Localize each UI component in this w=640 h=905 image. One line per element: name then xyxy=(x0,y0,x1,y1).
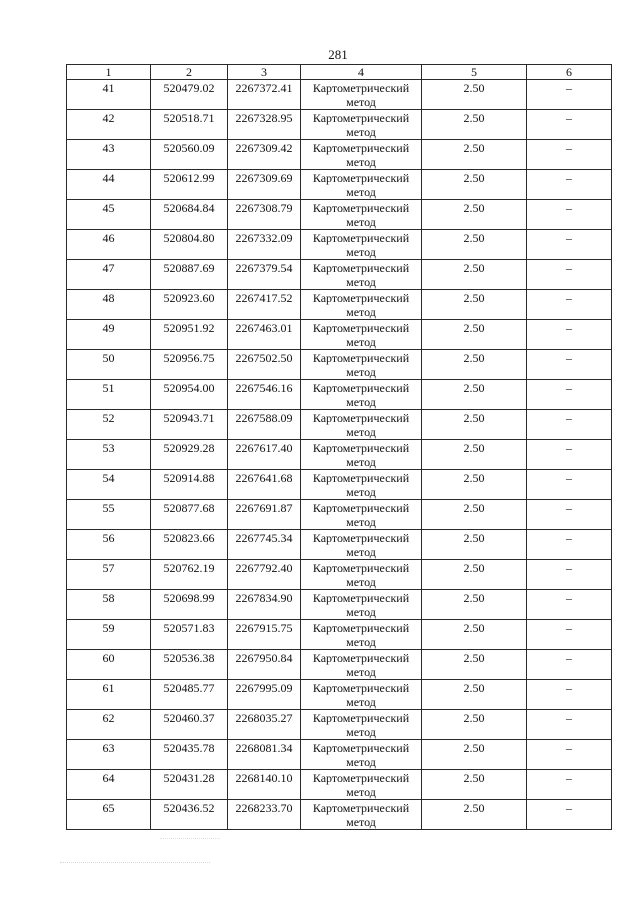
cell-coordinate-y: 2267745.34 xyxy=(228,530,301,560)
cell-coordinate-x: 520479.02 xyxy=(151,80,228,110)
scan-artifact xyxy=(160,838,220,843)
cell-coordinate-x: 520431.28 xyxy=(151,770,228,800)
cell-accuracy: 2.50 xyxy=(422,80,527,110)
cell-description: – xyxy=(527,230,612,260)
table-header xyxy=(67,65,612,80)
cell-point-number: 60 xyxy=(67,650,151,680)
cell-coordinate-x: 520485.77 xyxy=(151,680,228,710)
cell-accuracy: 2.50 xyxy=(422,530,527,560)
cell-method: Картометрический метод xyxy=(301,440,422,470)
cell-description: – xyxy=(527,170,612,200)
cell-description: – xyxy=(527,650,612,680)
cell-description: – xyxy=(527,380,612,410)
cell-coordinate-x: 520929.28 xyxy=(151,440,228,470)
cell-coordinate-x: 520684.84 xyxy=(151,200,228,230)
cell-point-number: 50 xyxy=(67,350,151,380)
cell-point-number: 46 xyxy=(67,230,151,260)
cell-accuracy: 2.50 xyxy=(422,680,527,710)
cell-accuracy: 2.50 xyxy=(422,620,527,650)
table-row xyxy=(67,470,612,500)
cell-method: Картометрический метод xyxy=(301,500,422,530)
cell-method: Картометрический метод xyxy=(301,770,422,800)
cell-point-number: 57 xyxy=(67,560,151,590)
cell-coordinate-y: 2267792.40 xyxy=(228,560,301,590)
cell-accuracy: 2.50 xyxy=(422,170,527,200)
cell-coordinate-y: 2267332.09 xyxy=(228,230,301,260)
scan-artifact xyxy=(60,862,210,867)
table-row xyxy=(67,500,612,530)
cell-method: Картометрический метод xyxy=(301,320,422,350)
cell-coordinate-x: 520823.66 xyxy=(151,530,228,560)
cell-point-number: 63 xyxy=(67,740,151,770)
column-header-1: 1 xyxy=(67,65,151,80)
column-header-6: 6 xyxy=(527,65,612,80)
cell-description: – xyxy=(527,770,612,800)
cell-point-number: 44 xyxy=(67,170,151,200)
cell-point-number: 43 xyxy=(67,140,151,170)
cell-point-number: 56 xyxy=(67,530,151,560)
page-number: 281 xyxy=(328,47,348,62)
cell-accuracy: 2.50 xyxy=(422,500,527,530)
cell-accuracy: 2.50 xyxy=(422,260,527,290)
cell-description: – xyxy=(527,410,612,440)
cell-accuracy: 2.50 xyxy=(422,770,527,800)
cell-description: – xyxy=(527,440,612,470)
cell-coordinate-y: 2267372.41 xyxy=(228,80,301,110)
cell-accuracy: 2.50 xyxy=(422,200,527,230)
cell-coordinate-x: 520954.00 xyxy=(151,380,228,410)
cell-method: Картометрический метод xyxy=(301,200,422,230)
cell-coordinate-y: 2267328.95 xyxy=(228,110,301,140)
cell-accuracy: 2.50 xyxy=(422,470,527,500)
cell-method: Картометрический метод xyxy=(301,530,422,560)
cell-point-number: 53 xyxy=(67,440,151,470)
cell-method: Картометрический метод xyxy=(301,680,422,710)
cell-coordinate-x: 520571.83 xyxy=(151,620,228,650)
table-row xyxy=(67,530,612,560)
cell-coordinate-y: 2267502.50 xyxy=(228,350,301,380)
cell-coordinate-x: 520435.78 xyxy=(151,740,228,770)
column-header-3: 3 xyxy=(228,65,301,80)
cell-method: Картометрический метод xyxy=(301,650,422,680)
cell-method: Картометрический метод xyxy=(301,560,422,590)
cell-point-number: 59 xyxy=(67,620,151,650)
column-header-4: 4 xyxy=(301,65,422,80)
cell-coordinate-y: 2267995.09 xyxy=(228,680,301,710)
cell-accuracy: 2.50 xyxy=(422,740,527,770)
cell-coordinate-y: 2267417.52 xyxy=(228,290,301,320)
cell-method: Картометрический метод xyxy=(301,110,422,140)
cell-method: Картометрический метод xyxy=(301,380,422,410)
table-row xyxy=(67,770,612,800)
cell-method: Картометрический метод xyxy=(301,260,422,290)
cell-coordinate-y: 2267546.16 xyxy=(228,380,301,410)
cell-accuracy: 2.50 xyxy=(422,380,527,410)
cell-method: Картометрический метод xyxy=(301,290,422,320)
cell-coordinate-y: 2267834.90 xyxy=(228,590,301,620)
cell-description: – xyxy=(527,710,612,740)
cell-method: Картометрический метод xyxy=(301,140,422,170)
cell-point-number: 51 xyxy=(67,380,151,410)
cell-accuracy: 2.50 xyxy=(422,410,527,440)
cell-coordinate-x: 520536.38 xyxy=(151,650,228,680)
cell-accuracy: 2.50 xyxy=(422,440,527,470)
cell-accuracy: 2.50 xyxy=(422,710,527,740)
cell-description: – xyxy=(527,140,612,170)
cell-coordinate-y: 2267641.68 xyxy=(228,470,301,500)
cell-coordinate-y: 2267308.79 xyxy=(228,200,301,230)
table-row xyxy=(67,620,612,650)
table-row xyxy=(67,440,612,470)
cell-description: – xyxy=(527,800,612,830)
table-row xyxy=(67,80,612,110)
cell-point-number: 52 xyxy=(67,410,151,440)
cell-coordinate-y: 2268035.27 xyxy=(228,710,301,740)
cell-description: – xyxy=(527,680,612,710)
table-row xyxy=(67,290,612,320)
cell-description: – xyxy=(527,290,612,320)
table-body xyxy=(67,80,612,830)
cell-accuracy: 2.50 xyxy=(422,590,527,620)
cell-description: – xyxy=(527,740,612,770)
column-header-5: 5 xyxy=(422,65,527,80)
cell-description: – xyxy=(527,110,612,140)
cell-accuracy: 2.50 xyxy=(422,560,527,590)
cell-method: Картометрический метод xyxy=(301,170,422,200)
cell-method: Картометрический метод xyxy=(301,620,422,650)
cell-method: Картометрический метод xyxy=(301,80,422,110)
cell-method: Картометрический метод xyxy=(301,740,422,770)
cell-accuracy: 2.50 xyxy=(422,140,527,170)
cell-coordinate-x: 520436.52 xyxy=(151,800,228,830)
cell-description: – xyxy=(527,80,612,110)
table-row xyxy=(67,740,612,770)
cell-point-number: 54 xyxy=(67,470,151,500)
table-row xyxy=(67,680,612,710)
cell-coordinate-x: 520698.99 xyxy=(151,590,228,620)
cell-description: – xyxy=(527,470,612,500)
cell-coordinate-y: 2267309.69 xyxy=(228,170,301,200)
table-row xyxy=(67,560,612,590)
cell-accuracy: 2.50 xyxy=(422,320,527,350)
cell-method: Картометрический метод xyxy=(301,230,422,260)
cell-point-number: 47 xyxy=(67,260,151,290)
cell-coordinate-x: 520612.99 xyxy=(151,170,228,200)
cell-coordinate-x: 520887.69 xyxy=(151,260,228,290)
cell-point-number: 55 xyxy=(67,500,151,530)
table-row xyxy=(67,200,612,230)
cell-description: – xyxy=(527,200,612,230)
cell-coordinate-y: 2267309.42 xyxy=(228,140,301,170)
cell-coordinate-x: 520518.71 xyxy=(151,110,228,140)
cell-coordinate-y: 2268233.70 xyxy=(228,800,301,830)
cell-point-number: 61 xyxy=(67,680,151,710)
cell-coordinate-x: 520943.71 xyxy=(151,410,228,440)
header-row xyxy=(67,65,612,80)
table-row xyxy=(67,140,612,170)
cell-accuracy: 2.50 xyxy=(422,290,527,320)
cell-coordinate-x: 520956.75 xyxy=(151,350,228,380)
cell-coordinate-y: 2267691.87 xyxy=(228,500,301,530)
cell-method: Картометрический метод xyxy=(301,470,422,500)
table-row xyxy=(67,410,612,440)
table-row xyxy=(67,650,612,680)
table-row xyxy=(67,350,612,380)
cell-coordinate-x: 520560.09 xyxy=(151,140,228,170)
cell-coordinate-y: 2268081.34 xyxy=(228,740,301,770)
table-row xyxy=(67,710,612,740)
table-row xyxy=(67,320,612,350)
cell-coordinate-y: 2267379.54 xyxy=(228,260,301,290)
cell-description: – xyxy=(527,560,612,590)
cell-accuracy: 2.50 xyxy=(422,650,527,680)
cell-description: – xyxy=(527,260,612,290)
cell-point-number: 58 xyxy=(67,590,151,620)
cell-description: – xyxy=(527,620,612,650)
cell-coordinate-y: 2268140.10 xyxy=(228,770,301,800)
cell-method: Картометрический метод xyxy=(301,590,422,620)
cell-accuracy: 2.50 xyxy=(422,230,527,260)
table-row xyxy=(67,170,612,200)
cell-coordinate-y: 2267617.40 xyxy=(228,440,301,470)
cell-method: Картометрический метод xyxy=(301,350,422,380)
cell-coordinate-y: 2267588.09 xyxy=(228,410,301,440)
cell-accuracy: 2.50 xyxy=(422,800,527,830)
table-row xyxy=(67,380,612,410)
cell-point-number: 42 xyxy=(67,110,151,140)
cell-description: – xyxy=(527,530,612,560)
table-row xyxy=(67,230,612,260)
cell-accuracy: 2.50 xyxy=(422,110,527,140)
cell-method: Картометрический метод xyxy=(301,410,422,440)
cell-point-number: 48 xyxy=(67,290,151,320)
cell-point-number: 45 xyxy=(67,200,151,230)
cell-coordinate-x: 520951.92 xyxy=(151,320,228,350)
cell-description: – xyxy=(527,320,612,350)
coordinates-table xyxy=(66,64,612,830)
cell-method: Картометрический метод xyxy=(301,710,422,740)
table-row xyxy=(67,590,612,620)
column-header-2: 2 xyxy=(151,65,228,80)
cell-coordinate-x: 520804.80 xyxy=(151,230,228,260)
cell-accuracy: 2.50 xyxy=(422,350,527,380)
cell-coordinate-x: 520762.19 xyxy=(151,560,228,590)
table-row xyxy=(67,110,612,140)
table-row xyxy=(67,800,612,830)
cell-coordinate-x: 520914.88 xyxy=(151,470,228,500)
cell-method: Картометрический метод xyxy=(301,800,422,830)
cell-coordinate-x: 520923.60 xyxy=(151,290,228,320)
cell-point-number: 65 xyxy=(67,800,151,830)
cell-coordinate-y: 2267915.75 xyxy=(228,620,301,650)
cell-description: – xyxy=(527,590,612,620)
cell-point-number: 64 xyxy=(67,770,151,800)
cell-coordinate-x: 520877.68 xyxy=(151,500,228,530)
cell-point-number: 49 xyxy=(67,320,151,350)
cell-coordinate-y: 2267950.84 xyxy=(228,650,301,680)
cell-point-number: 62 xyxy=(67,710,151,740)
cell-description: – xyxy=(527,350,612,380)
cell-point-number: 41 xyxy=(67,80,151,110)
cell-coordinate-y: 2267463.01 xyxy=(228,320,301,350)
cell-description: – xyxy=(527,500,612,530)
cell-coordinate-x: 520460.37 xyxy=(151,710,228,740)
table-row xyxy=(67,260,612,290)
